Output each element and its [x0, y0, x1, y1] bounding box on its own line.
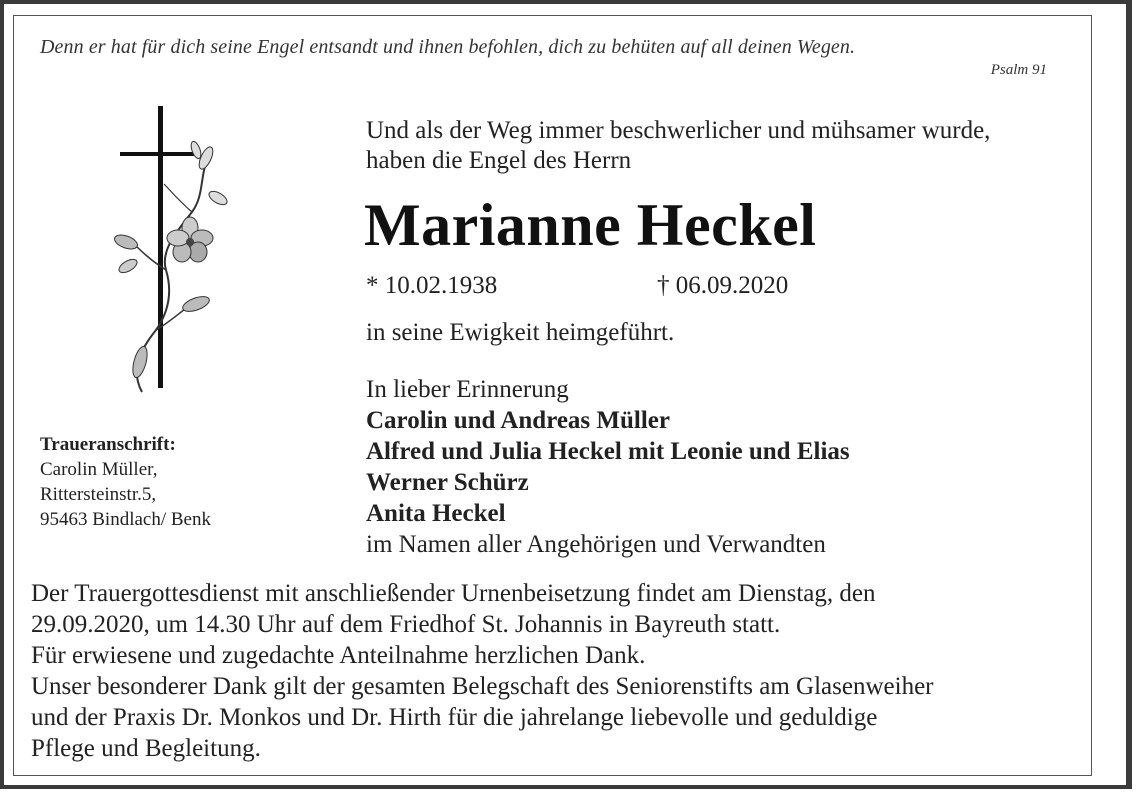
ewigkeit-text: in seine Ewigkeit heimgeführt.: [366, 319, 675, 346]
mourning-address: [40, 432, 211, 532]
family-outro: im Namen aller Angehörigen und Verwandten: [366, 531, 826, 558]
bible-quote: Denn er hat für dich seine Engel entsandt und ihnen befohlen, dich zu behüten auf all deinen Wegen.: [40, 36, 856, 58]
footer-line: Pflege und Begleitung.: [31, 735, 261, 762]
family-intro: In lieber Erinnerung: [366, 376, 569, 403]
intro-text: [366, 116, 990, 176]
family-member: Anita Heckel: [366, 500, 506, 527]
family-member: Alfred und Julia Heckel mit Leonie und Elias: [366, 438, 850, 465]
deceased-name: Marianne Heckel: [364, 192, 817, 258]
death-date: † 06.09.2020: [657, 272, 789, 299]
address-line: 95463 Bindlach/ Benk: [40, 509, 211, 530]
family-member: Werner Schürz: [366, 469, 529, 496]
footer-line: 29.09.2020, um 14.30 Uhr auf dem Friedhof St. Johannis in Bayreuth statt.: [31, 611, 781, 638]
birth-date: * 10.02.1938: [366, 272, 498, 299]
footer-line: Unser besonderer Dank gilt der gesamten Belegschaft des Seniorenstifts am Glasenweiher: [31, 673, 934, 700]
address-line: Carolin Müller,: [40, 459, 158, 480]
quote-source: Psalm 91: [990, 62, 1047, 78]
family-block: [366, 374, 850, 560]
address-line: Rittersteinstr.5,: [40, 484, 157, 505]
intro-line: Und als der Weg immer beschwerlicher und mühsamer wurde,: [366, 117, 991, 144]
service-and-thanks: [31, 578, 1071, 764]
family-member: Carolin und Andreas Müller: [366, 407, 670, 434]
address-label: Traueranschrift:: [40, 434, 176, 455]
footer-line: und der Praxis Dr. Monkos und Dr. Hirth für die jahrelange liebevolle und geduldige: [31, 704, 878, 731]
cross-with-flower-branch-icon: [100, 100, 240, 400]
intro-line: haben die Engel des Herrn: [366, 147, 632, 174]
footer-line: Für erwiesene und zugedachte Anteilnahme herzlichen Dank.: [31, 642, 646, 669]
footer-line: Der Trauergottesdienst mit anschließender Urnenbeisetzung findet am Dienstag, den: [31, 580, 876, 607]
